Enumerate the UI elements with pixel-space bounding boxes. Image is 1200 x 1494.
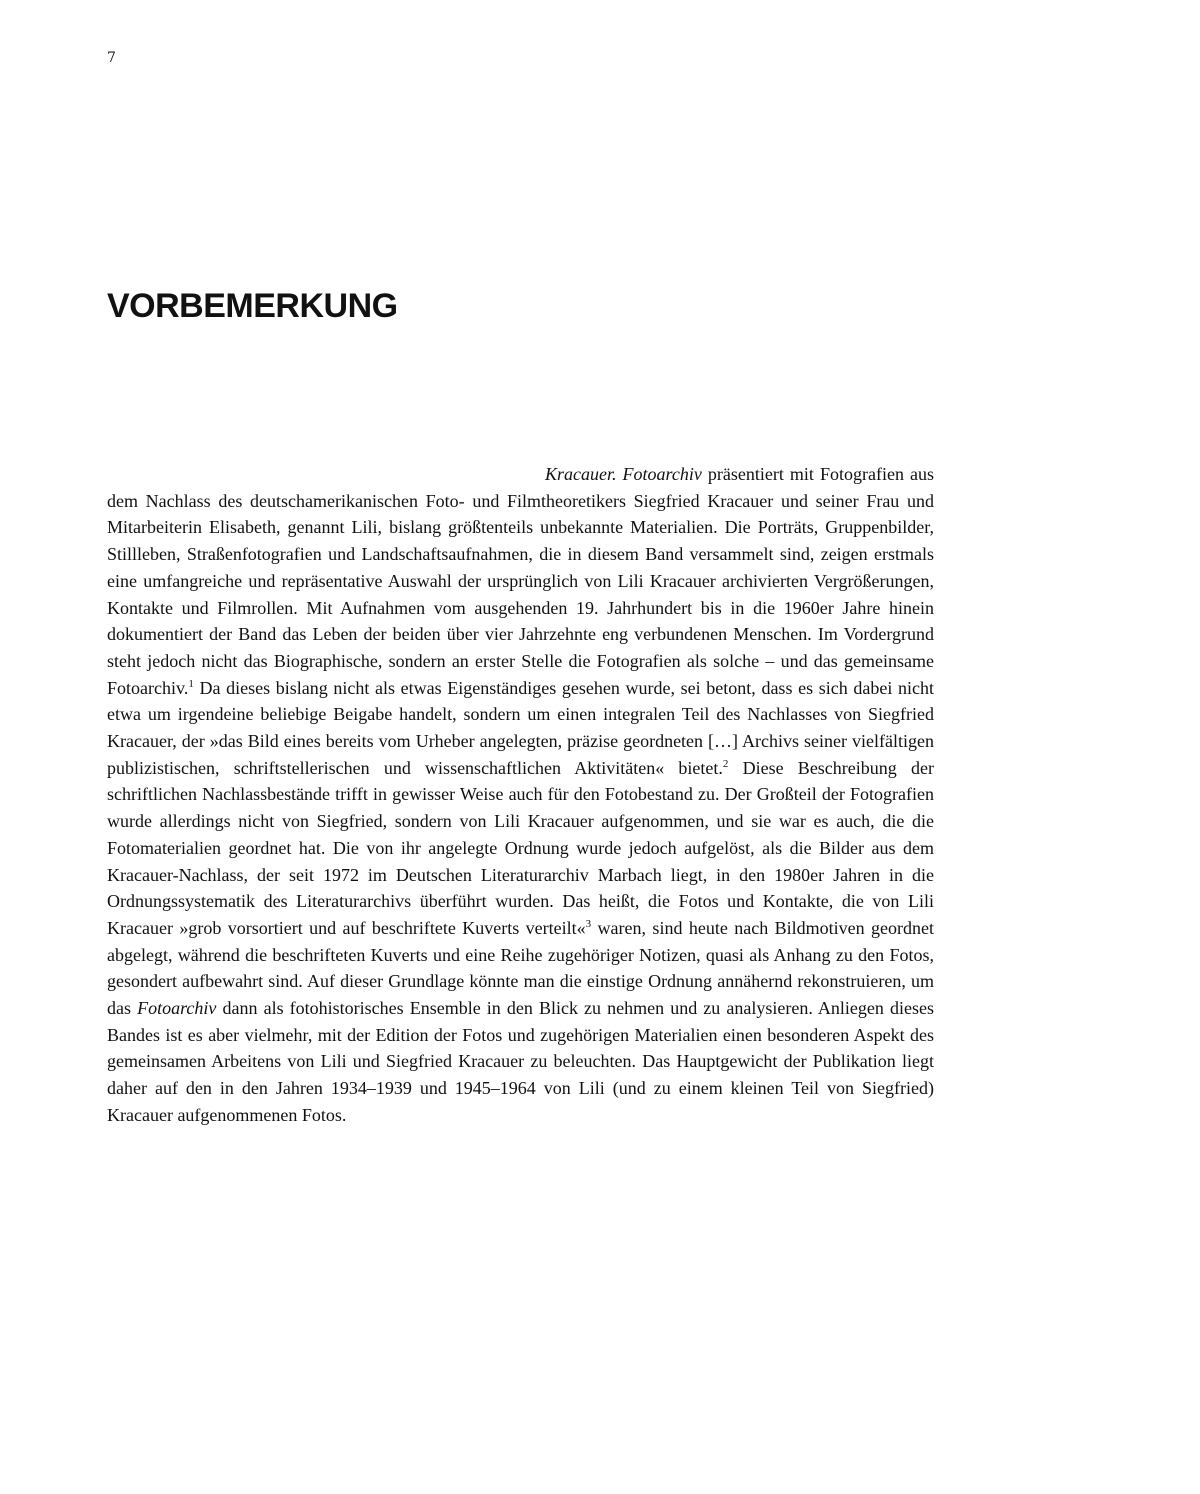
paragraph-segment: waren, sind heute nach Bildmotiven geordnet abgelegt, während die beschrifteten Kuverts und eine Reihe zugehöriger Notizen, quasi als Anhang zu den Fotos, gesondert aufbewahrt sind. Auf dieser Grundlage könnte man die einstige Ordnung annähernd rekonstruieren, um das [107, 917, 934, 1019]
paragraph-segment: dann als fotohistorisches Ensemble in den Blick zu nehmen und zu analysieren. Anliegen dieses Bandes ist es aber vielmehr, mit der Edition der Fotos und zugehörigen Materialien einen besonderen Aspekt des gemeinsamen Arbeitens von Lili und Siegfried Kracauer zu beleuchten. Das Hauptgewicht der Publikation liegt daher auf den in den Jahren 1934–1939 und 1945–1964 von Lili (und zu einem kleinen Teil von Siegfried) Kracauer aufgenommenen Fotos. [107, 998, 934, 1125]
archive-title-italic: Fotoarchiv [137, 998, 217, 1019]
footnote-marker: 1 [188, 677, 194, 690]
paragraph-segment: präsentiert mit Fotografien aus dem Nachlass des deutschamerikanischen Foto- und Filmtheoretikers Siegfried Kracauer und seiner Frau und Mitarbeiterin Elisabeth, genannt Lili, bislang größtenteils unbekannte Materialien. Die Porträts, Gruppenbilder, Stillleben, Straßenfotografien und Landschaftsaufnahmen, die in diesem Band versammelt sind, zeigen erstmals eine umfangreiche und repräsentative Auswahl der ursprünglich von Lili Kracauer archivierten Vergrößerungen, Kontakte und Filmrollen. Mit Aufnahmen vom ausgehenden 19. Jahrhundert bis in die 1960er Jahre hinein dokumentiert der Band das Leben der beiden über vier Jahrzehnte eng verbundenen Menschen. Im Vordergrund steht jedoch nicht das Biographische, sondern an erster Stelle die Fotografien als solche – und das gemeinsame Fotoarchiv. [107, 464, 934, 698]
footnote-marker: 3 [585, 917, 592, 930]
body-paragraph [107, 461, 934, 1129]
book-title-italic: Kracauer. Fotoarchiv [545, 464, 702, 484]
page-number: 7 [107, 50, 116, 66]
chapter-title: VORBEMERKUNG [107, 287, 398, 325]
footnote-marker: 2 [722, 757, 729, 770]
paragraph-segment: Diese Beschreibung der schriftlichen Nachlassbestände trifft in gewisser Weise auch für den Fotobestand zu. Der Großteil der Fotografien wurde allerdings nicht von Siegfried, sondern von Lili Kracauer aufgenommen, und sie war es auch, die die Fotomaterialien geordnet hat. Die von ihr angelegte Ordnung wurde jedoch aufgelöst, als die Bilder aus dem Kracauer-Nachlass, der seit 1972 im Deutschen Literaturarchiv Marbach liegt, in den 1980er Jahren in die Ordnungssystematik des Literaturarchivs überführt wurden. Das heißt, die Fotos und Kontakte, die von Lili Kracauer »grob vorsortiert und auf beschriftete Kuverts verteilt« [107, 757, 934, 938]
paragraph-segment: Da dieses bislang nicht als etwas Eigenständiges gesehen wurde, sei betont, dass es sich dabei nicht etwa um irgendeine beliebige Beigabe handelt, sondern um einen integralen Teil des Nachlasses von Siegfried Kracauer, der »das Bild eines bereits vom Urheber angelegten, präzise geordneten […] Archivs seiner vielfältigen publizistischen, schriftstellerischen und wissenschaftlichen Aktivitäten« bietet. [107, 677, 934, 778]
